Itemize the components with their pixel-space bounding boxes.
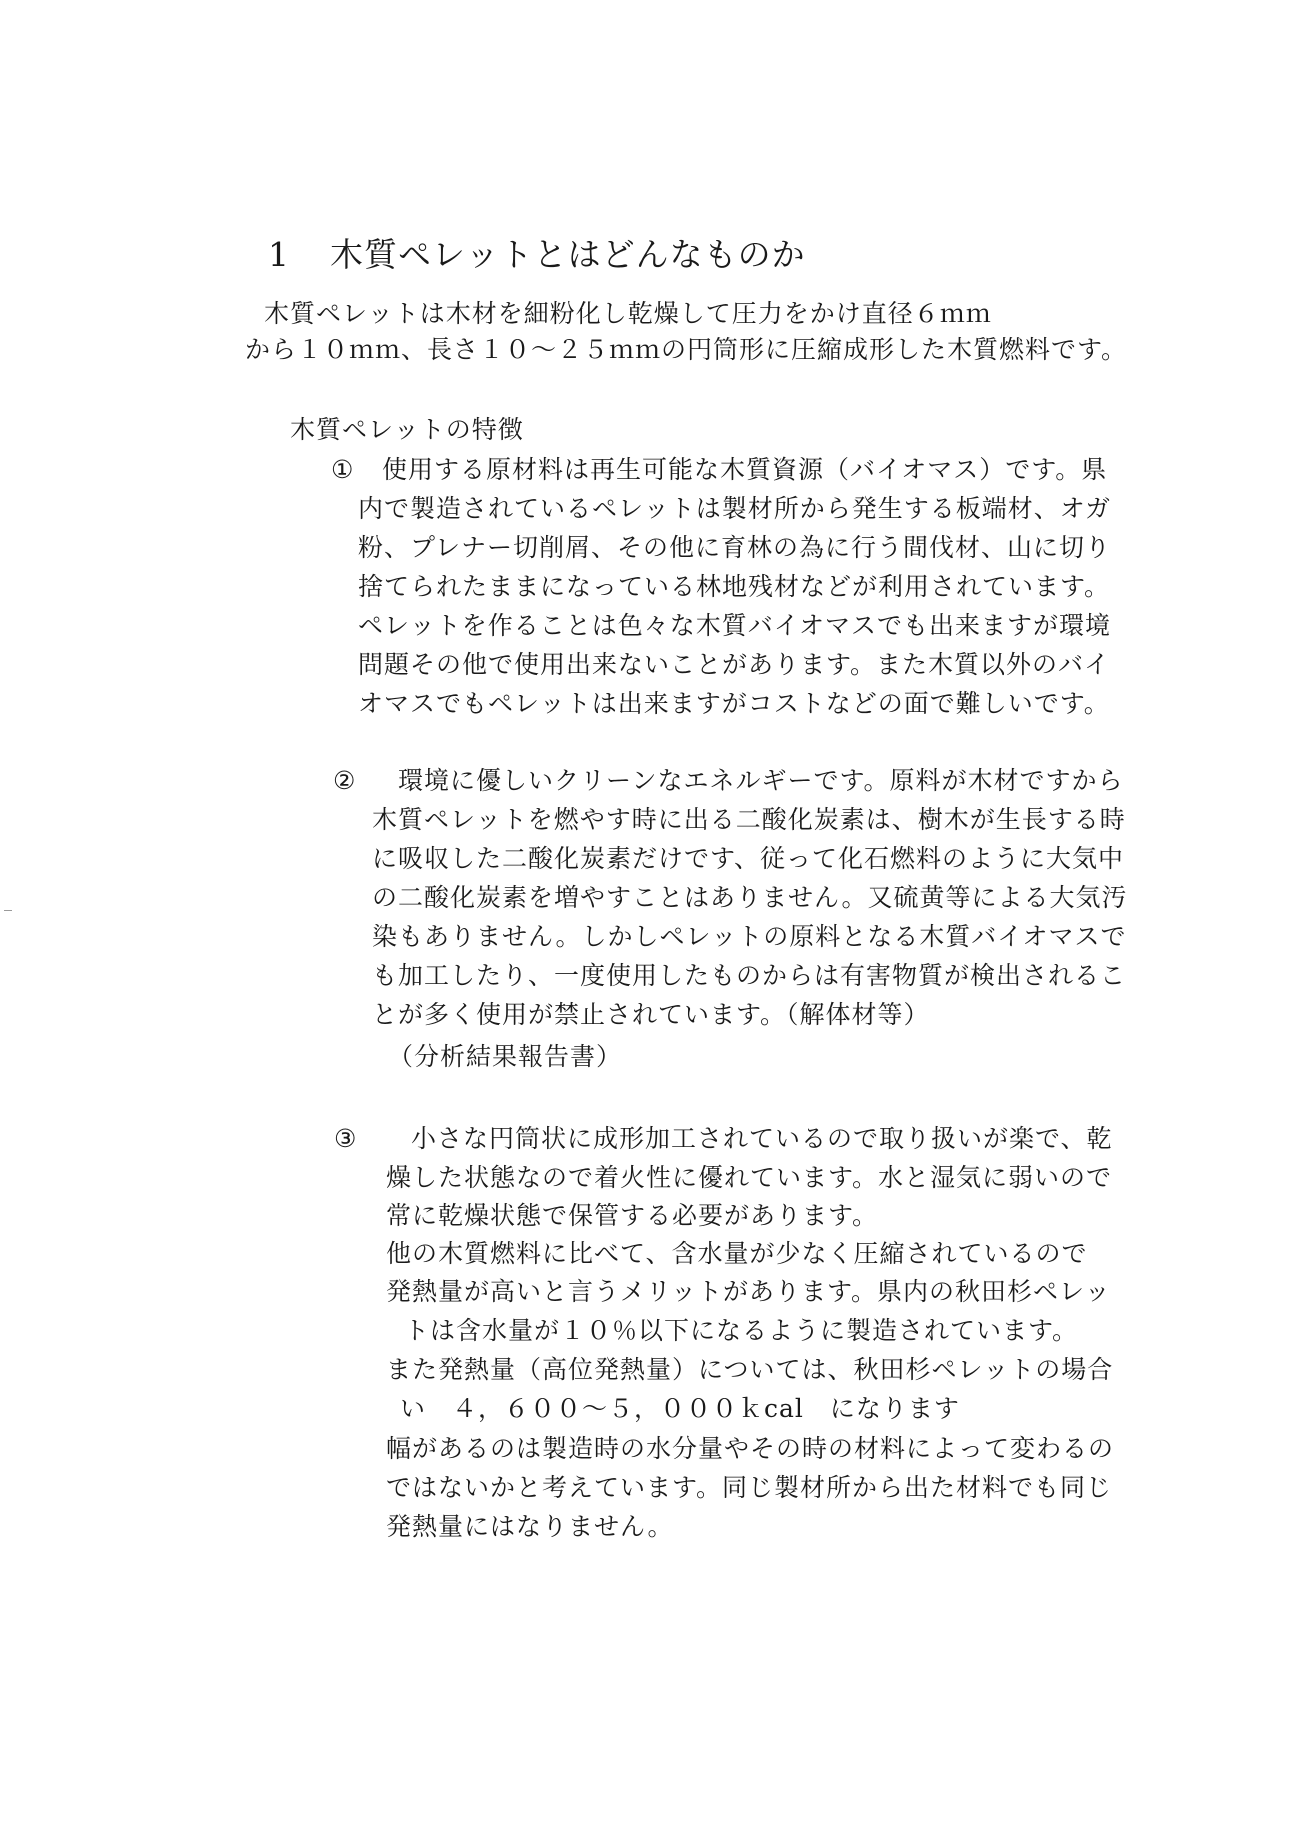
item-marker: ① [331, 455, 354, 484]
section-number: 1 [268, 235, 290, 274]
item-line: 染もありません。しかしペレットの原料となる木質バイオマスで [372, 922, 1127, 951]
item-line: 発熱量が高いと言うメリットがあります。県内の秋田杉ペレッ [386, 1277, 1111, 1306]
item-line: ではないかと考えています。同じ製材所から出た材料でも同じ [386, 1473, 1113, 1502]
item-line: 発熱量にはなりません。 [386, 1512, 674, 1541]
item-line: また発熱量（高位発熱量）については、秋田杉ペレットの場合 [386, 1355, 1114, 1384]
item-line: の二酸化炭素を増やすことはありません。又硫黄等による大気汚 [372, 883, 1128, 912]
item-marker: ② [333, 766, 356, 795]
item-line: とが多く使用が禁止されています。（解体材等） [372, 1000, 930, 1029]
item-line: 小さな円筒状に成形加工されているので取り扱いが楽で、乾 [411, 1124, 1113, 1153]
item-line: 幅があるのは製造時の水分量やその時の材料によって変わるの [386, 1434, 1115, 1463]
scan-artifact [4, 910, 12, 911]
item-line: オマスでもペレットは出来ますがコストなどの面で難しいです。 [358, 689, 1110, 718]
item-line: ペレットを作ることは色々な木質バイオマスでも出来ますが環境 [358, 611, 1112, 640]
item-line: トは含水量が１０％以下になるように製造されています。 [404, 1316, 1079, 1345]
item-line: 内で製造されているペレットは製材所から発生する板端材、オガ [358, 494, 1112, 523]
item-line: に吸収した二酸化炭素だけです、従って化石燃料のように大気中 [372, 844, 1125, 873]
section-title [268, 233, 806, 277]
section-title-text: 木質ペレットとはどんなものか [330, 235, 806, 274]
item-line: 使用する原材料は再生可能な木質資源（バイオマス）です。県 [382, 455, 1108, 484]
item-line: （分析結果報告書） [388, 1042, 623, 1071]
item-marker: ③ [334, 1124, 357, 1153]
item-line: 木質ペレットを燃やす時に出る二酸化炭素は、樹木が生長する時 [372, 805, 1126, 834]
item-line: 常に乾燥状態で保管する必要があります。 [386, 1201, 879, 1230]
item-line: 環境に優しいクリーンなエネルギーです。原料が木材ですから [398, 766, 1124, 795]
intro-line: から１０ｍｍ、長さ１０～２５ｍｍの円筒形に圧縮成形した木質燃料です。 [245, 335, 1128, 364]
item-line: 粉、プレナー切削屑、その他に育林の為に行う間伐材、山に切り [358, 533, 1112, 562]
item-line: 捨てられたままになっている林地残材などが利用されています。 [358, 572, 1111, 601]
item-line: 他の木質燃料に比べて、含水量が少なく圧縮されているので [386, 1239, 1088, 1268]
item-line: 燥した状態なので着火性に優れています。水と湿気に弱いので [386, 1163, 1113, 1192]
item-line: 問題その他で使用出来ないことがあります。また木質以外のバイ [358, 650, 1111, 679]
item-line: も加工したり、一度使用したものからは有害物質が検出されるこ [372, 961, 1127, 990]
item-line: い ４，６００～５，０００ｋcal になります [400, 1394, 960, 1423]
features-heading: 木質ペレットの特徴 [290, 415, 524, 444]
intro-line: 木質ペレットは木材を細粉化し乾燥して圧力をかけ直径６ｍｍ [264, 299, 992, 328]
